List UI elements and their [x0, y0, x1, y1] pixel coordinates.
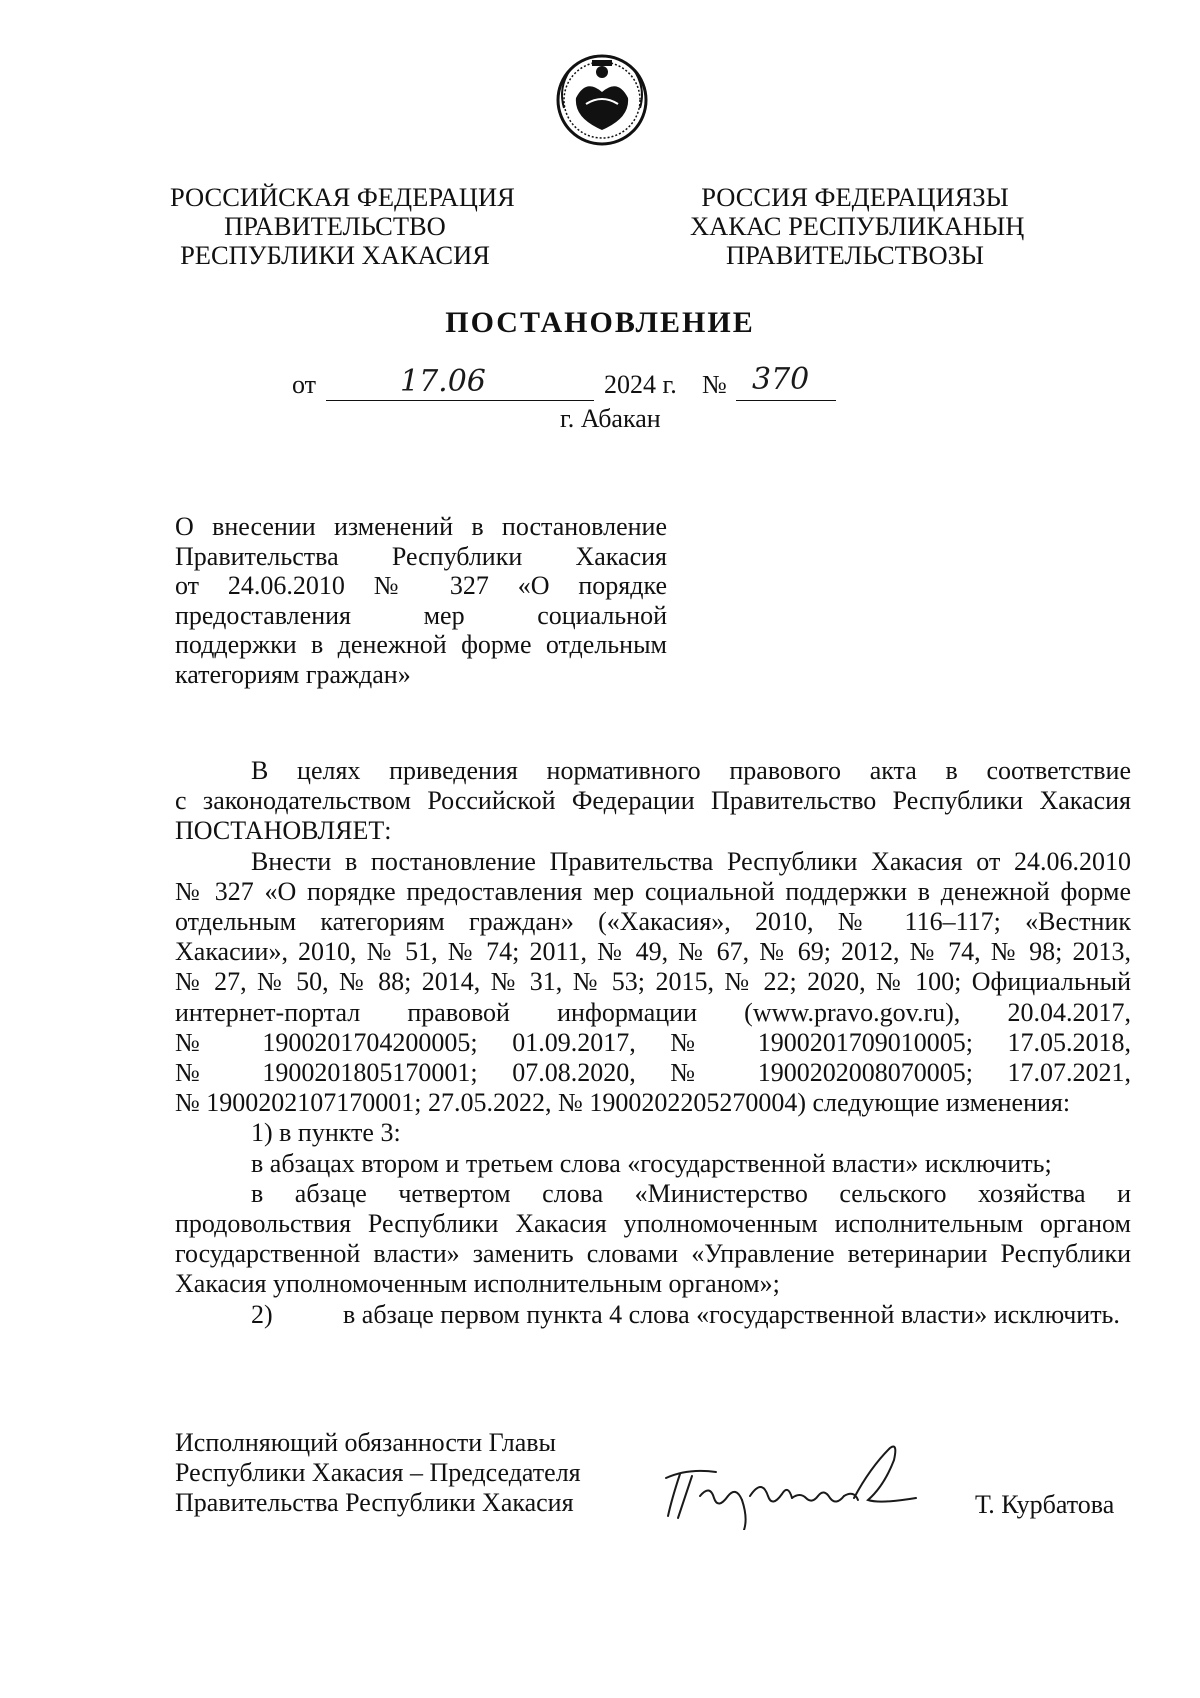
body-line: Хакасии», 2010, № 51, № 74; 2011, № 49, № 67, № 69; 2012, № 74, № 98; 2013, [175, 937, 1131, 967]
document-subject [175, 512, 667, 689]
signatory-name: Т. Курбатова [975, 1490, 1115, 1519]
subject-line: Правительства Республики Хакасия [175, 541, 667, 571]
subject-line: О внесении изменений в постановление [175, 512, 667, 541]
body-line: № 1900201805170001; 07.08.2020, № 1900202008070005; 17.07.2021, [175, 1058, 1131, 1088]
body-line: с законодательством Российской Федерации Правительство Республики Хакасия [175, 786, 1131, 816]
document-body [175, 756, 1131, 1330]
header-right [690, 182, 1025, 270]
body-line: № 1900202107170001; 27.05.2022, № 1900202205270004) следующие изменения: [175, 1088, 1071, 1118]
header-left [170, 182, 515, 270]
position-line: Исполняющий обязанности Главы [175, 1428, 556, 1457]
body-line: В целях приведения нормативного правового акта в соответствие [251, 756, 1131, 785]
header-right-line: ПРАВИТЕЛЬСТВОЗЫ [725, 240, 985, 270]
number-label: № [702, 370, 727, 399]
header-right-line: ХАКАС РЕСПУБЛИКАНЫҢ [690, 211, 1025, 241]
item1-heading: 1) в пункте 3: [251, 1118, 401, 1148]
year-label: 2024 г. [604, 370, 677, 399]
handwritten-number: 370 [752, 362, 810, 397]
body-line: ПОСТАНОВЛЯЕТ: [175, 816, 392, 846]
item2-number: 2) [251, 1299, 273, 1329]
item2 [175, 1300, 1131, 1330]
position-line: Республики Хакасия – Председателя [175, 1458, 581, 1487]
subject-line: категориям граждан» [175, 659, 411, 689]
body-line: государственной власти» заменить словами «Управление ветеринарии Республики [175, 1239, 1131, 1269]
header-left-line: РЕСПУБЛИКИ ХАКАСИЯ [180, 240, 490, 270]
from-label: от [292, 370, 317, 399]
body-line: в абзаце четвертом слова «Министерство сельского хозяйства и [251, 1178, 1131, 1208]
header-right-line: РОССИЯ ФЕДЕРАЦИЯЗЫ [701, 182, 1009, 212]
date-number-line [0, 362, 1200, 406]
signatory-position [175, 1428, 581, 1518]
header-left-line: ПРАВИТЕЛЬСТВО [224, 211, 446, 241]
handwritten-date: 17.06 [400, 364, 486, 399]
body-line: № 1900201704200005; 01.09.2017, № 1900201709010005; 17.05.2018, [175, 1027, 1131, 1057]
khakassia-coat-of-arms-icon [546, 48, 658, 148]
handwritten-signature-icon [658, 1438, 920, 1530]
subject-line: предоставления мер социальной [175, 600, 667, 630]
body-line: Внести в постановление Правительства Республики Хакасия от 24.06.2010 [251, 846, 1131, 876]
number-underline [736, 400, 836, 401]
header-left-line: РОССИЙСКАЯ ФЕДЕРАЦИЯ [170, 182, 515, 212]
body-line: Хакасия уполномоченным исполнительным органом»; [175, 1269, 780, 1299]
subject-line: поддержки в денежной форме отдельным [175, 630, 667, 659]
body-line: № 27, № 50, № 88; 2014, № 31, № 53; 2015, № 22; 2020, № 100; Официальный [175, 967, 1131, 997]
position-line: Правительства Республики Хакасия [175, 1488, 574, 1517]
subject-line: от 24.06.2010 № 327 «О порядке [175, 571, 667, 600]
body-line: интернет-портал правовой информации (www.pravo.gov.ru), 20.04.2017, [175, 997, 1131, 1027]
item1-para1: в абзацах втором и третьем слова «государственной власти» исключить; [251, 1148, 1052, 1178]
item2-text: в абзаце первом пункта 4 слова «государственной власти» исключить. [343, 1299, 1120, 1329]
date-underline [326, 400, 594, 401]
body-line: продовольствия Республики Хакасия уполномоченным исполнительным органом [175, 1209, 1131, 1239]
city: г. Абакан [560, 404, 661, 433]
body-line: № 327 «О порядке предоставления мер социальной поддержки в денежной форме [175, 876, 1131, 906]
document-title: ПОСТАНОВЛЕНИЕ [445, 306, 755, 339]
body-line: отдельным категориям граждан» («Хакасия», 2010, № 116–117; «Вестник [175, 907, 1131, 937]
